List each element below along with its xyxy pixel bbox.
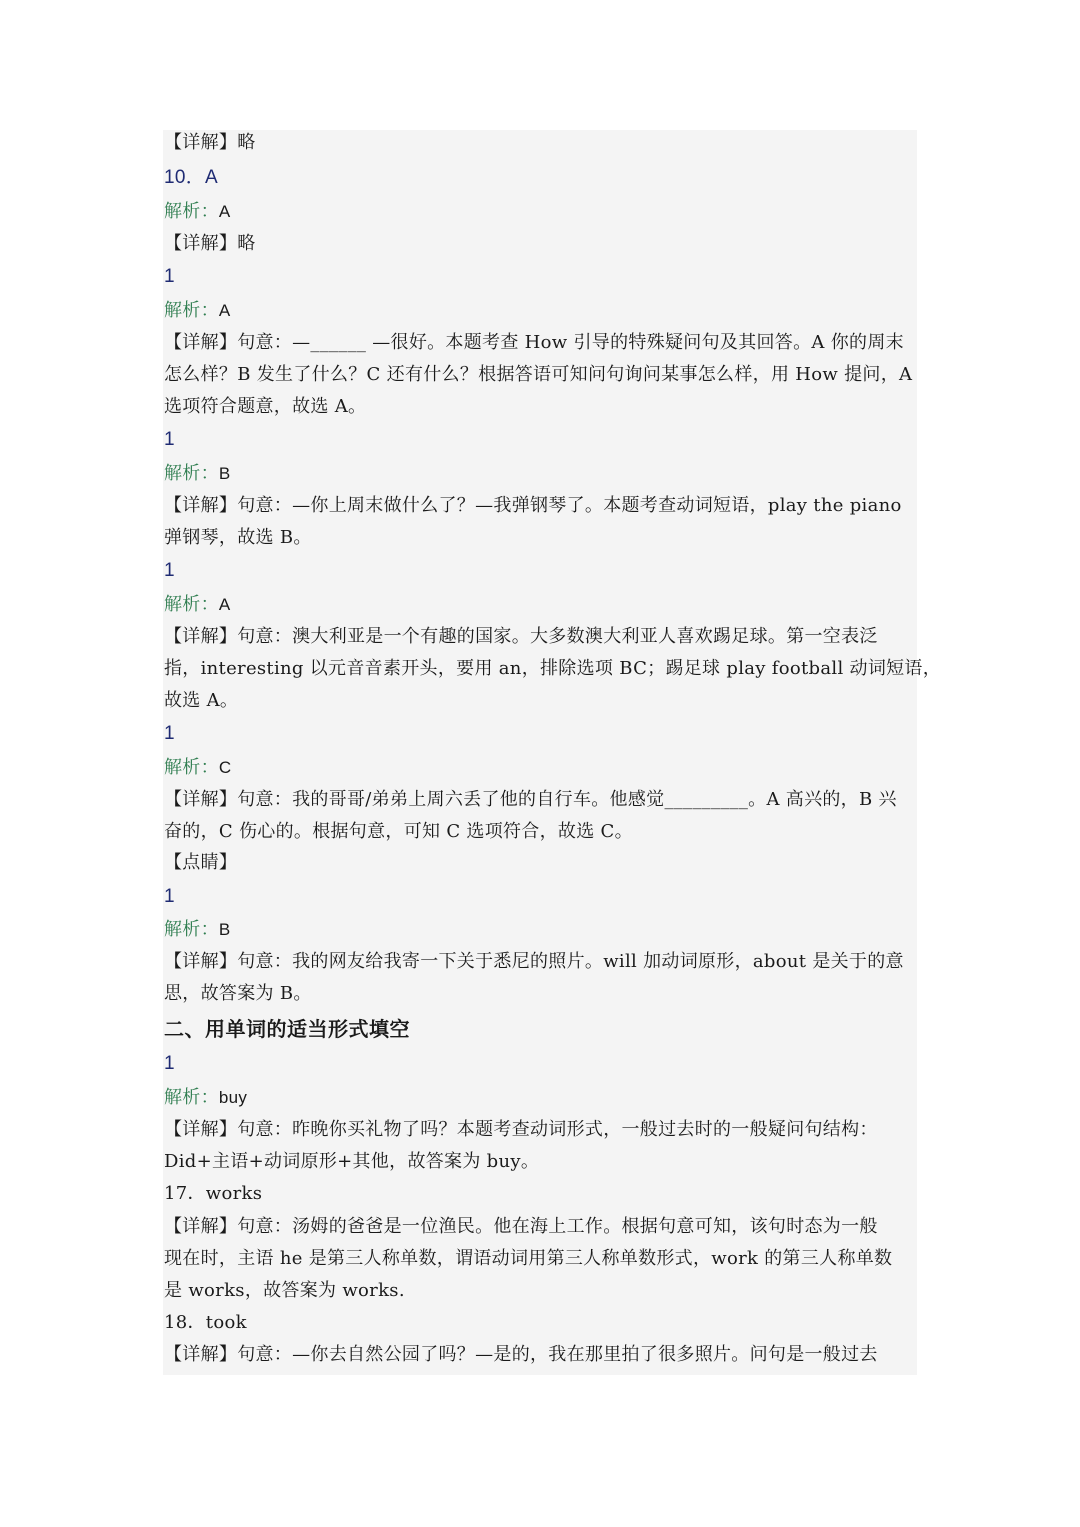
analysis-answer: A <box>218 595 231 614</box>
text-line: 【详解】句意：我的网友给我寄一下关于悉尼的照片。will 加动词原形，about 是关于的意 <box>164 951 904 972</box>
text-line: 是 works，故答案为 works. <box>164 1280 405 1301</box>
text-line: 【点睛】 <box>164 852 238 873</box>
item-number: 1 <box>164 886 175 907</box>
item-number: 10．A <box>164 167 219 188</box>
item-number: 1 <box>164 1053 175 1074</box>
analysis-line <box>164 299 231 323</box>
text-line: 【详解】句意：昨晚你买礼物了吗？本题考查动词形式，一般过去时的一般疑问句结构： <box>164 1119 878 1140</box>
analysis-answer: B <box>218 920 231 939</box>
text-line: 18．took <box>164 1312 247 1333</box>
analysis-line <box>164 756 231 780</box>
section-heading: 二、用单词的适当形式填空 <box>164 1017 410 1041</box>
analysis-line <box>164 918 231 942</box>
analysis-label: 解析： <box>164 1087 219 1108</box>
item-number: 1 <box>164 429 175 450</box>
analysis-label: 解析： <box>164 757 219 778</box>
item-number: 1 <box>164 723 175 744</box>
analysis-label: 解析： <box>164 594 219 615</box>
text-line: 【详解】句意：我的哥哥/弟弟上周六丢了他的自行车。他感觉_________。A 高兴的，B 兴 <box>164 789 897 810</box>
analysis-label: 解析： <box>164 300 219 321</box>
item-number: 1 <box>164 560 175 581</box>
item-number: 1 <box>164 266 175 287</box>
analysis-line <box>164 1086 247 1110</box>
text-line: 弹钢琴，故选 B。 <box>164 527 312 548</box>
text-line: 【详解】句意：—______ —很好。本题考查 How 引导的特殊疑问句及其回答。A 你的周末 <box>164 332 904 353</box>
text-line: 思，故答案为 B。 <box>164 983 312 1004</box>
text-line: 选项符合题意，故选 A。 <box>164 396 367 417</box>
analysis-line <box>164 200 231 224</box>
analysis-label: 解析： <box>164 201 219 222</box>
text-line: 现在时，主语 he 是第三人称单数，谓语动词用第三人称单数形式，work 的第三人称单数 <box>164 1248 893 1269</box>
analysis-answer: C <box>218 758 232 777</box>
text-line: 奋的，C 伤心的。根据句意，可知 C 选项符合，故选 C。 <box>164 821 633 842</box>
content-background <box>163 130 917 1375</box>
text-line: 17．works <box>164 1183 263 1204</box>
text-line: 怎么样？B 发生了什么？C 还有什么？根据答语可知问句询问某事怎么样，用 How 提问，A <box>164 364 913 385</box>
analysis-line <box>164 593 231 617</box>
text-line: 【详解】句意：—你上周末做什么了？—我弹钢琴了。本题考查动词短语，play the piano <box>164 495 902 516</box>
text-line: 故选 A。 <box>164 690 239 711</box>
text-line: 【详解】句意：澳大利亚是一个有趣的国家。大多数澳大利亚人喜欢踢足球。第一空表泛 <box>164 626 878 647</box>
text-line: 【详解】略 <box>164 233 256 254</box>
analysis-answer: A <box>218 202 231 221</box>
text-line: 【详解】句意：汤姆的爸爸是一位渔民。他在海上工作。根据句意可知，该句时态为一般 <box>164 1216 878 1237</box>
text-line: 指，interesting 以元音音素开头，要用 an，排除选项 BC；踢足球 play football 动词短语， <box>164 658 942 679</box>
analysis-answer: buy <box>218 1088 248 1107</box>
text-line: 【详解】略 <box>164 132 256 153</box>
analysis-line <box>164 462 231 486</box>
analysis-answer: B <box>218 464 231 483</box>
analysis-label: 解析： <box>164 463 219 484</box>
text-line: 【详解】句意：—你去自然公园了吗？—是的，我在那里拍了很多照片。问句是一般过去 <box>164 1344 878 1365</box>
analysis-answer: A <box>218 301 231 320</box>
text-line: Did+主语+动词原形+其他，故答案为 buy。 <box>164 1151 540 1172</box>
analysis-label: 解析： <box>164 919 219 940</box>
